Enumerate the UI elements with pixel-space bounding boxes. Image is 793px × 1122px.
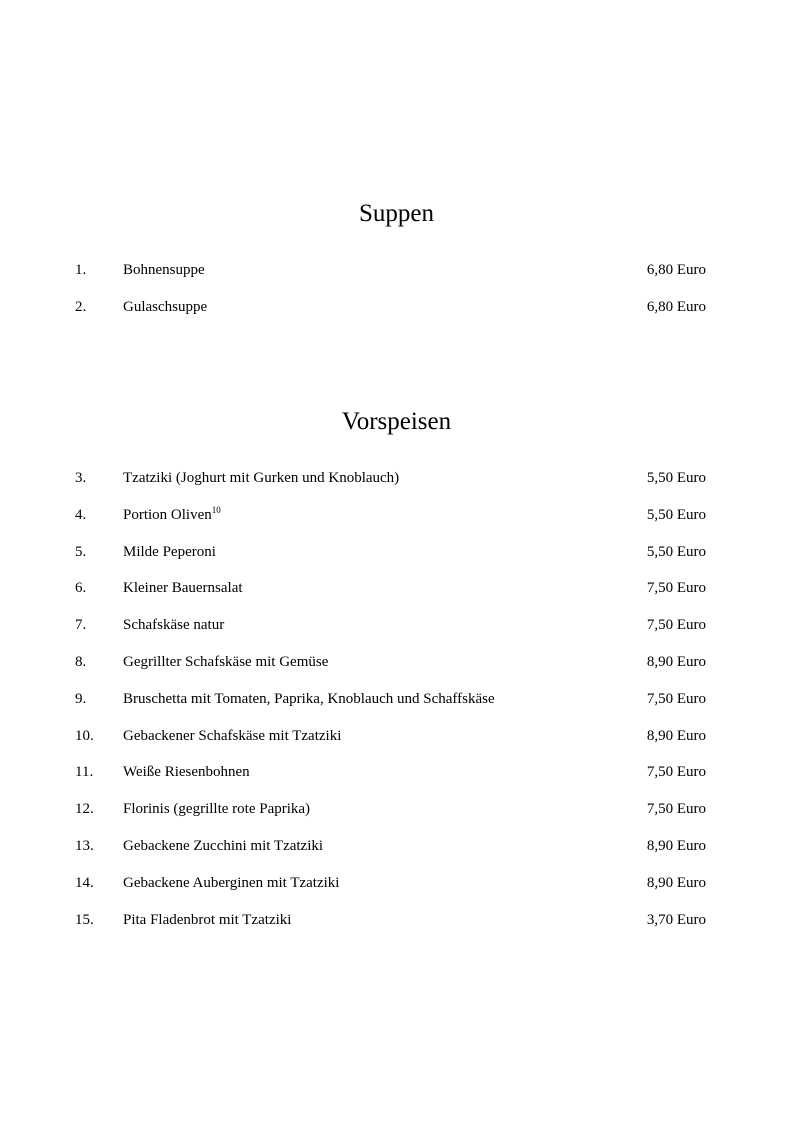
item-name	[123, 873, 339, 893]
menu-item	[0, 505, 793, 542]
item-price: 8,90 Euro	[646, 653, 706, 670]
section-title-vorspeisen: Vorspeisen	[341, 408, 452, 435]
item-name	[123, 297, 207, 317]
item-price: 7,50 Euro	[646, 690, 706, 707]
item-price: 7,50 Euro	[646, 617, 706, 634]
item-number: 7.	[75, 617, 87, 634]
item-name-text: Gebackene Auberginen mit Tzatziki	[123, 874, 340, 891]
item-name-text: Kleiner Bauernsalat	[123, 580, 243, 597]
item-name	[123, 615, 224, 635]
menu-list-suppen	[0, 260, 793, 334]
menu-item	[0, 468, 793, 505]
item-price: 5,50 Euro	[646, 506, 706, 523]
item-price: 7,50 Euro	[646, 801, 706, 818]
item-name-text: Bruschetta mit Tomaten, Paprika, Knoblauch und Schaffskäse	[123, 690, 495, 707]
item-name	[123, 689, 495, 709]
item-name-text: Weiße Riesenbohnen	[123, 764, 250, 781]
item-name	[123, 505, 221, 525]
item-name	[123, 468, 399, 488]
item-number: 10.	[75, 727, 94, 744]
item-name-text: Milde Peperoni	[123, 543, 216, 560]
item-number: 3.	[75, 470, 87, 486]
menu-item	[0, 260, 793, 297]
menu-item	[0, 762, 793, 799]
item-name	[123, 799, 310, 819]
item-number: 15.	[75, 911, 94, 928]
menu-item	[0, 799, 793, 836]
item-name-text: Schafskäse natur	[123, 617, 225, 634]
item-price: 8,90 Euro	[646, 874, 706, 891]
item-name-text: Bohnensuppe	[123, 262, 205, 278]
item-number: 9.	[75, 690, 87, 707]
item-price: 7,50 Euro	[646, 580, 706, 597]
item-number: 11.	[75, 764, 94, 781]
item-number: 13.	[75, 837, 94, 854]
item-number: 2.	[75, 298, 87, 315]
item-number: 12.	[75, 801, 94, 818]
item-price: 6,80 Euro	[646, 262, 706, 278]
item-name-text: Pita Fladenbrot mit Tzatziki	[123, 911, 292, 928]
item-name-text: Gebackene Zucchini mit Tzatziki	[123, 837, 324, 854]
item-name	[123, 910, 291, 930]
item-name-text: Portion Oliven	[123, 506, 212, 523]
allergen-footnote: 10	[211, 504, 221, 515]
menu-item	[0, 873, 793, 910]
item-name-text: Gebackener Schafskäse mit Tzatziki	[123, 727, 342, 744]
item-name-text: Tzatziki (Joghurt mit Gurken und Knoblauch)	[123, 470, 400, 486]
item-number: 5.	[75, 543, 87, 560]
item-name	[123, 542, 216, 562]
menu-item	[0, 910, 793, 947]
item-name	[123, 726, 341, 746]
menu-item	[0, 542, 793, 579]
item-number: 1.	[75, 262, 87, 278]
item-price: 5,50 Euro	[646, 543, 706, 560]
item-number: 8.	[75, 653, 87, 670]
menu-item	[0, 836, 793, 873]
item-price: 8,90 Euro	[646, 727, 706, 744]
menu-item	[0, 689, 793, 726]
item-name	[123, 836, 323, 856]
menu-item	[0, 726, 793, 763]
item-name	[123, 762, 250, 782]
item-price: 6,80 Euro	[646, 298, 706, 315]
menu-item	[0, 652, 793, 689]
item-name	[123, 260, 205, 280]
item-price: 8,90 Euro	[646, 837, 706, 854]
item-price: 7,50 Euro	[646, 764, 706, 781]
menu-list-vorspeisen	[0, 468, 793, 946]
item-name	[123, 578, 243, 598]
menu-item	[0, 578, 793, 615]
item-name-text: Florinis (gegrillte rote Paprika)	[123, 801, 311, 818]
item-number: 4.	[75, 506, 87, 523]
item-price: 3,70 Euro	[646, 911, 706, 928]
menu-item	[0, 615, 793, 652]
menu-item	[0, 297, 793, 334]
section-title-suppen: Suppen	[359, 200, 434, 227]
item-name-text: Gegrillter Schafskäse mit Gemüse	[123, 653, 329, 670]
item-name	[123, 652, 328, 672]
item-price: 5,50 Euro	[646, 470, 706, 486]
item-number: 14.	[75, 874, 94, 891]
item-name-text: Gulaschsuppe	[123, 298, 208, 315]
item-number: 6.	[75, 580, 87, 597]
